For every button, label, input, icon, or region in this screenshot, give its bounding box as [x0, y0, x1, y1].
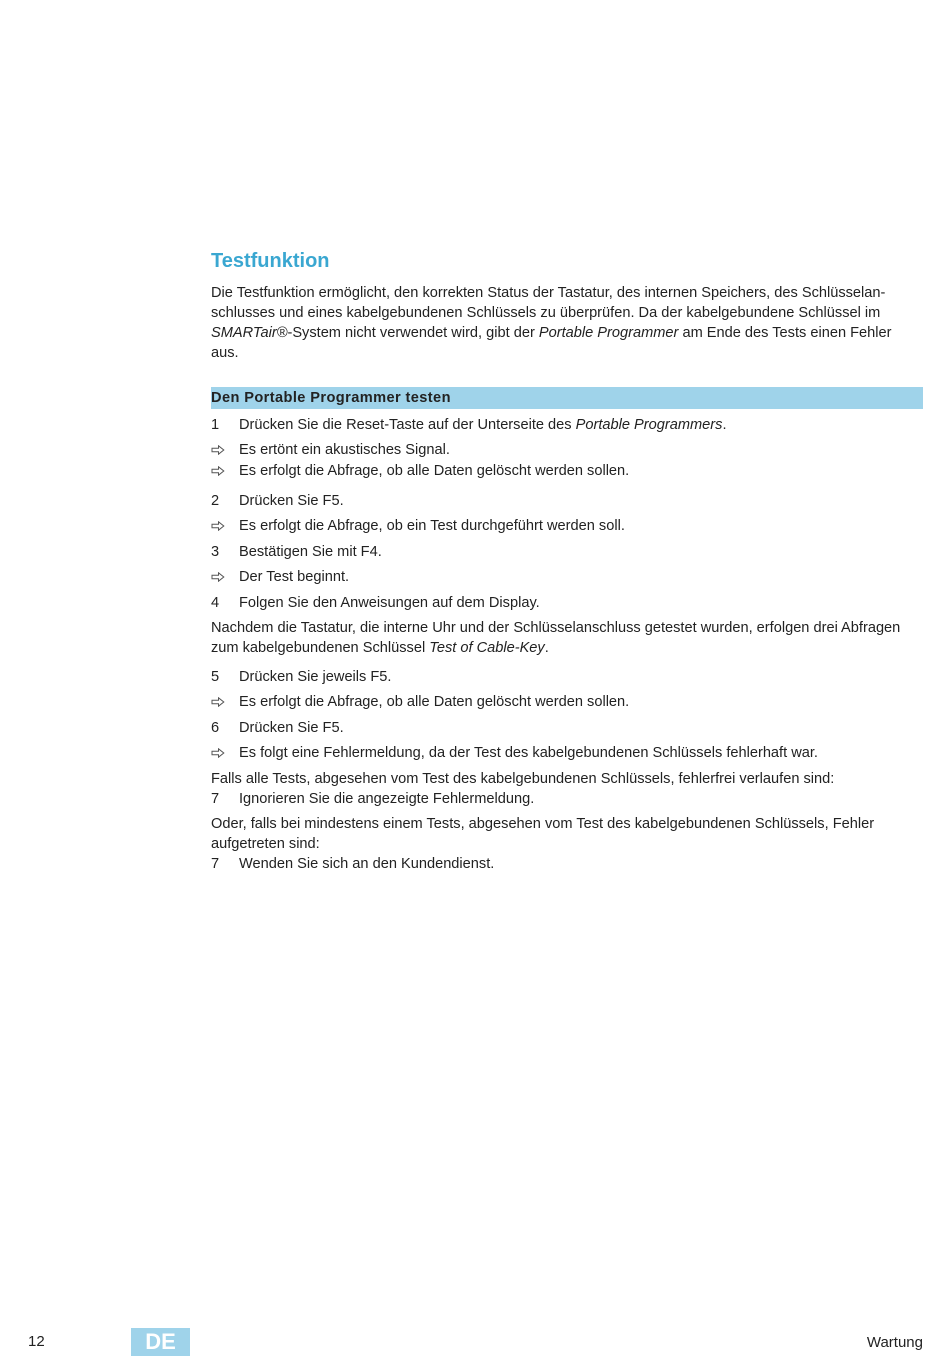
step-text-part: Drücken Sie die Reset-Taste auf der Unterseite des [239, 417, 576, 433]
intro-line-3 [211, 323, 923, 363]
section-title: Testfunktion [211, 250, 330, 272]
result-row [211, 440, 923, 461]
result-row [211, 461, 923, 482]
step-number: 6 [211, 720, 220, 736]
hollow-right-arrow-icon [211, 572, 225, 582]
case-line-1: Oder, falls bei mindestens einem Tests, abgesehen vom Test des kabelgebundenen Schlüssels, Fehler [211, 816, 875, 832]
result-text: Es erfolgt die Abfrage, ob ein Test durchgeführt werden soll. [239, 518, 625, 534]
result-row [211, 516, 923, 537]
case-paragraph: Falls alle Tests, abgesehen vom Test des kabelgebundenen Schlüssels, fehlerfrei verlaufen sind: [211, 771, 835, 787]
step-text: Ignorieren Sie die angezeigte Fehlermeldung. [239, 791, 535, 807]
case-paragraph [211, 814, 923, 854]
result-row [211, 743, 923, 764]
step-number: 2 [211, 493, 220, 509]
intro-paragraph [211, 283, 923, 363]
result-row [211, 692, 923, 713]
intro-line-3-text-a: -System nicht verwendet wird, gibt der [287, 325, 539, 341]
brand-name: SMARTair® [211, 325, 288, 341]
intro-line-1: Die Testfunktion ermöglicht, den korrekten Status der Tastatur, des internen Speichers, des Schlüsselan- [211, 285, 886, 301]
result-text: Es erfolgt die Abfrage, ob alle Daten gelöscht werden sollen. [239, 694, 630, 710]
intro-line-2: schlusses und eines kabelgebundenen Schlüssels zu überprüfen. Da der kabelgebundene Schlüssel im [211, 305, 881, 321]
step-text: Wenden Sie sich an den Kundendienst. [239, 856, 495, 872]
main-content [211, 246, 923, 874]
note-end: . [544, 640, 549, 656]
hollow-right-arrow-icon [211, 697, 225, 707]
step-row [211, 542, 923, 562]
note-line-2 [211, 638, 923, 658]
step-row [211, 415, 923, 435]
step-text: Bestätigen Sie mit F4. [239, 544, 382, 560]
step-text: Drücken Sie F5. [239, 493, 344, 509]
step-row [211, 491, 923, 511]
footer-section-name: Wartung [866, 1334, 923, 1351]
language-badge: DE [131, 1328, 190, 1356]
step-text: Drücken Sie jeweils F5. [239, 669, 392, 685]
step-row [211, 667, 923, 687]
note-text: zum kabelgebundenen Schlüssel [211, 640, 430, 656]
product-name: Portable Programmer [538, 325, 679, 341]
hollow-right-arrow-icon [211, 521, 225, 531]
step-number: 1 [211, 417, 220, 433]
step-number: 7 [211, 791, 220, 807]
test-name: Test of Cable-Key [429, 640, 545, 656]
hollow-right-arrow-icon [211, 466, 225, 476]
step-text: Folgen Sie den Anweisungen auf dem Display. [239, 595, 540, 611]
step-number: 5 [211, 669, 220, 685]
case-line-2: aufgetreten sind: [211, 836, 320, 852]
hollow-right-arrow-icon [211, 445, 225, 455]
result-text: Es ertönt ein akustisches Signal. [239, 442, 450, 458]
note-paragraph [211, 618, 923, 658]
note-line-1: Nachdem die Tastatur, die interne Uhr und der Schlüsselanschluss getestet wurden, erfolgen drei Abfragen [211, 620, 901, 636]
step-row [211, 718, 923, 738]
step-number: 4 [211, 595, 220, 611]
step-text: Drücken Sie F5. [239, 720, 344, 736]
result-text: Der Test beginnt. [239, 569, 350, 585]
step-text [239, 415, 727, 435]
step-number: 7 [211, 856, 220, 872]
step-text-end: . [722, 417, 727, 433]
intro-line-3-text-b: am Ende des Tests einen Fehler aus. [211, 325, 892, 361]
result-row [211, 567, 923, 588]
result-text: Es folgt eine Fehlermeldung, da der Test des kabelgebundenen Schlüssels fehlerhaft war. [239, 745, 818, 761]
product-name: Portable Programmers [575, 417, 723, 433]
step-number: 3 [211, 544, 220, 560]
step-row [211, 854, 923, 874]
hollow-right-arrow-icon [211, 748, 225, 758]
result-text: Es erfolgt die Abfrage, ob alle Daten gelöscht werden sollen. [239, 463, 630, 479]
step-row [211, 789, 923, 809]
subsection-title: Den Portable Programmer testen [211, 387, 923, 409]
page-number: 12 [28, 1333, 45, 1350]
step-row [211, 593, 923, 613]
